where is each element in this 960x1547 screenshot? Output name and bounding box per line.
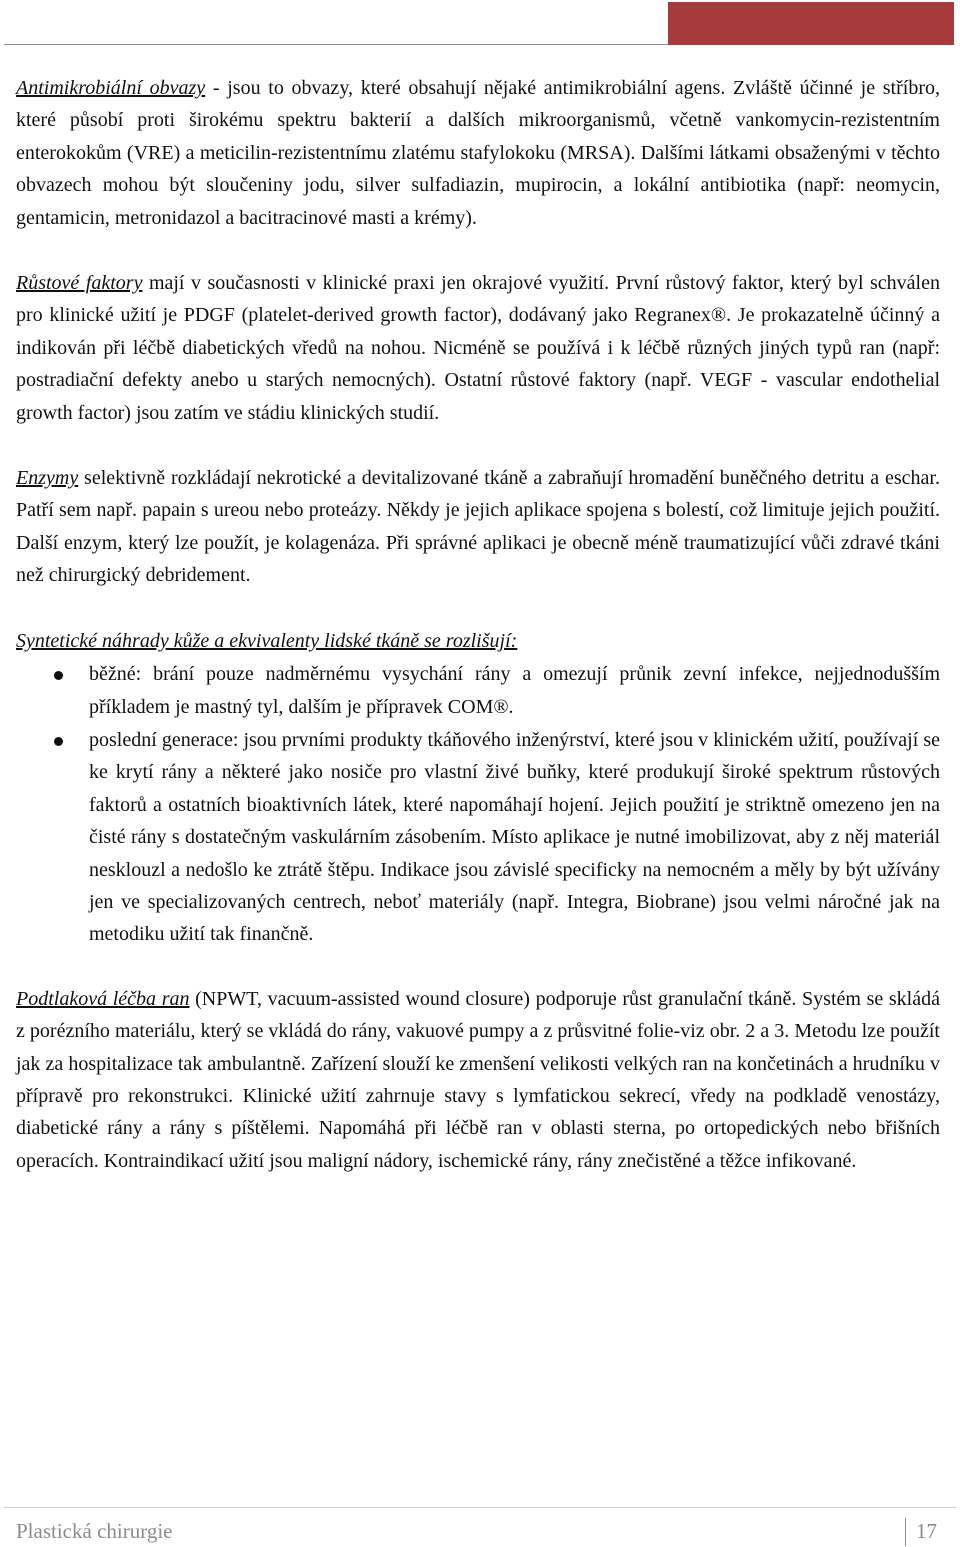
term-enzymes: Enzymy xyxy=(16,467,79,490)
page-number: 17 xyxy=(905,1518,937,1546)
paragraph-growth-factors xyxy=(16,267,940,429)
term-negative-pressure-therapy: Podtlaková léčba ran xyxy=(16,987,190,1010)
paragraph-text: selektivně rozkládají nekrotické a devitalizované tkáně a zabraňují hromadění buněčného detritu a eschar. Patří sem např. papain s ureou nebo proteázy. Někdy je jejich aplikace spojena s bolestí, což limituje jejich použití. Další enzym, který lze použít, je kolagenáza. Při správné aplikaci je obecně méně traumatizující vůči zdravé tkáni než chirurgický debridement. xyxy=(16,467,940,587)
paragraph-antimicrobial xyxy=(16,72,940,234)
paragraph-text: mají v současnosti v klinické praxi jen okrajové využití. První růstový faktor, který byl schválen pro klinické užití je PDGF (platelet-derived growth factor), dodávaný jako Regranex®. Je prokazatelně účinný a indikován při léčbě diabetických vředů na nohou. Nicméně se používá i k léčbě různých jiných typů ran (např: postradiační defekty anebo u starých nemocných). Ostatní růstové faktory (např. VEGF - vascular endothelial growth factor) jsou zatím ve stádiu klinických studií. xyxy=(16,272,940,424)
section-heading-skin-substitutes: Syntetické náhrady kůže a ekvivalenty lidské tkáně se rozlišují: xyxy=(16,629,518,652)
document-body xyxy=(16,72,940,1210)
paragraph-text: (NPWT, vacuum-assisted wound closure) podporuje růst granulační tkáně. Systém se skládá z porézního materiálu, který se vkládá do rány, vakuové pumpy a z průsvitné folie-viz obr. 2 a 3. Metodu lze použít jak za hospitalizace tak ambulantně. Zařízení slouží ke zmenšení velikosti velkých ran na končetinách a hrudníku v přípravě pro rekonstrukci. Klinické užití zahrnuje stavy s lymfatickou sekrecí, vředy na podkladě venostázy, diabetické rány a rány s píštělemi. Napomáhá při léčbě ran v oblasti sterna, po ortopedických nebo břišních operacích. Kontraindikací užití jsou maligní nádory, ischemické rány, rány znečistěné a těžce infikované. xyxy=(16,987,940,1172)
term-growth-factors: Růstové faktory xyxy=(16,272,143,295)
bullet-icon xyxy=(54,671,63,680)
list-item-text: poslední generace: jsou prvními produkty tkáňového inženýrství, které jsou v klinickém užití, používají se ke krytí rány a některé jako nosiče pro vlastní živé buňky, které produkují široké spektrum růstových faktorů a ostatních bioaktivních látek, které napomáhají hojení. Jejich použití je striktně omezeno jen na čisté rány s dostatečným vaskulárním zásobením. Místo aplikace je nutné imobilizovat, aby z něj materiál nesklouzl a nedošlo ke ztrátě štěpu. Indikace jsou závislé specificky na nemocném a měly by být užívány jen ve specializovaných centrech, neboť materiály (např. Integra, Biobrane) jsou velmi náročné jak na metodiku užití tak finančně. xyxy=(89,728,940,946)
paragraph-text: - jsou to obvazy, které obsahují nějaké antimikrobiální agens. Zvláště účinné je stříbro, které působí proti širokému spektru bakterií a dalších mikroorganismů, včetně vankomycin-rezistentním enterokokům (VRE) a meticilin-rezistentnímu zlatému stafylokoku (MRSA). Dalšími látkami obsaženými v těchto obvazech mohou být sloučeniny jodu, silver sulfadiazin, mupirocin, a lokální antibiotika (např: neomycin, gentamicin, metronidazol a bacitracinové masti a krémy). xyxy=(16,77,940,229)
list-item-text: běžné: brání pouze nadměrnému vysychání rány a omezují průnik zevní infekce, nejjednodušším příkladem je mastný tyl, dalším je přípravek COM®. xyxy=(89,663,940,718)
header-accent-block xyxy=(668,2,954,45)
list-item xyxy=(16,724,940,951)
term-antimicrobial-dressings: Antimikrobiální obvazy xyxy=(16,77,206,99)
bullet-list xyxy=(16,658,940,951)
bullet-icon xyxy=(54,737,63,746)
footer-rule xyxy=(4,1507,956,1508)
paragraph-npwt xyxy=(16,983,940,1177)
footer-title: Plastická chirurgie xyxy=(16,1519,173,1543)
paragraph-enzymes xyxy=(16,462,940,592)
list-item xyxy=(16,658,940,723)
header-rule xyxy=(4,44,668,45)
